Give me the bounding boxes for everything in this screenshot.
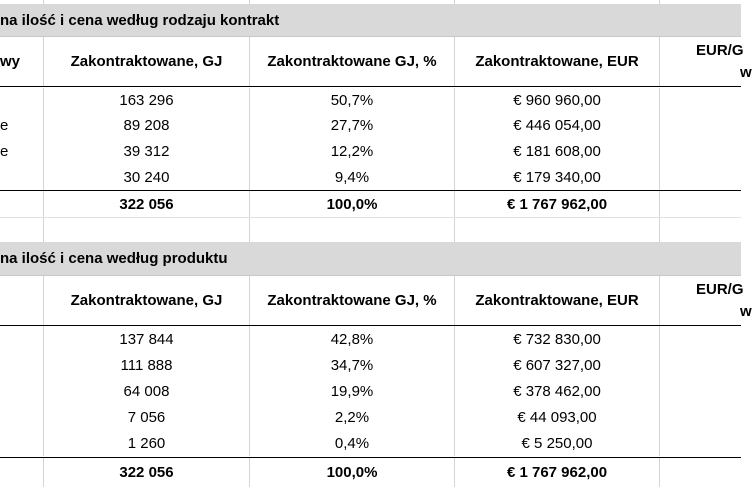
total-pct: 100,0% <box>250 458 455 487</box>
header-gj: Zakontraktowane, GJ <box>44 276 250 325</box>
total-eur: € 1 767 962,00 <box>455 458 660 487</box>
section2-total-row <box>0 457 741 487</box>
table-row: 111 888 34,7% € 607 327,00 <box>0 352 741 378</box>
table-row: 7 056 2,2% € 44 093,00 <box>0 404 741 430</box>
header-eur: Zakontraktowane, EUR <box>455 37 660 86</box>
header-gj-pct: Zakontraktowane GJ, % <box>250 276 455 325</box>
spacer-row <box>0 217 741 242</box>
header-eur-per-gj <box>660 37 752 86</box>
section2-header-row <box>0 276 752 326</box>
table-row: 1 260 0,4% € 5 250,00 <box>0 430 741 456</box>
header-eur-per-gj-line2: w <box>740 63 752 81</box>
section1-header-row <box>0 37 752 87</box>
header-gj: Zakontraktowane, GJ <box>44 37 250 86</box>
header-eur-per-gj-line2: w <box>740 302 752 320</box>
table-row: 137 844 42,8% € 732 830,00 <box>0 326 741 352</box>
section2-title: na ilość i cena według produktu <box>0 242 741 276</box>
header-eur-per-gj-line1: EUR/G <box>696 41 744 59</box>
total-eur: € 1 767 962,00 <box>455 191 660 217</box>
table-row: e 89 208 27,7% € 446 054,00 <box>0 112 741 138</box>
header-col0: wy <box>0 37 44 86</box>
header-eur: Zakontraktowane, EUR <box>455 276 660 325</box>
section1-total-row <box>0 190 741 217</box>
header-gj-pct: Zakontraktowane GJ, % <box>250 37 455 86</box>
header-col0 <box>0 276 44 325</box>
header-eur-per-gj-line1: EUR/G <box>696 280 744 298</box>
total-gj: 322 056 <box>44 191 250 217</box>
total-gj: 322 056 <box>44 458 250 487</box>
total-pct: 100,0% <box>250 191 455 217</box>
table-row: 64 008 19,9% € 378 462,00 <box>0 378 741 404</box>
table-row: e 39 312 12,2% € 181 608,00 <box>0 138 741 164</box>
table-row: 163 296 50,7% € 960 960,00 <box>0 88 741 112</box>
header-eur-per-gj <box>660 276 752 325</box>
table-row: 30 240 9,4% € 179 340,00 <box>0 164 741 190</box>
section1-title: na ilość i cena według rodzaju kontrakt <box>0 4 741 37</box>
